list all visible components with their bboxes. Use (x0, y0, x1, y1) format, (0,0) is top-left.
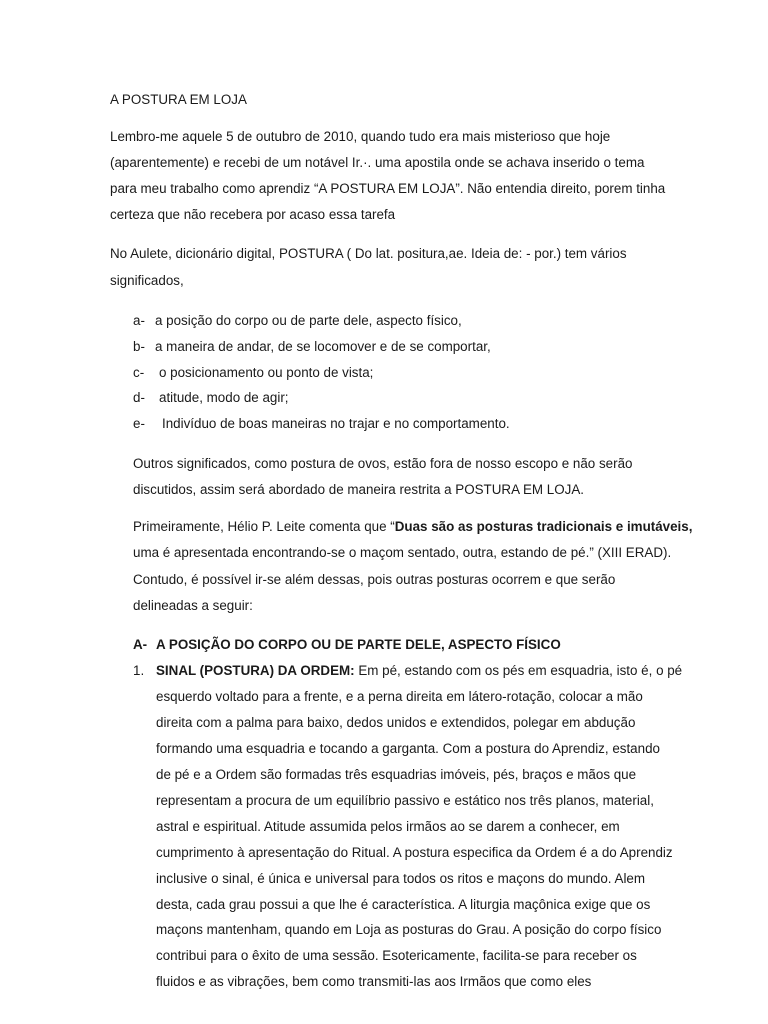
paragraph-3-line: Outros significados, como postura de ovos, estão fora de nosso escopo e não serão (133, 456, 633, 471)
document-title: A POSTURA EM LOJA (110, 92, 247, 107)
item-line: desta, cada grau possui a que lhe é característica. A liturgia maçônica exige que os (156, 897, 651, 912)
list-item-text: a posição do corpo ou de parte dele, aspecto físico, (155, 313, 462, 328)
item-first-line (156, 663, 682, 679)
list-item-marker: e- (133, 416, 145, 431)
item-line: maçons mantenham, quando em Loja as posturas do Grau. A posição do corpo físico (156, 922, 662, 937)
paragraph-2-line: significados, (110, 273, 184, 288)
list-item-text: a maneira de andar, de se locomover e de se comportar, (155, 339, 491, 354)
list-item-text: Indivíduo de boas maneiras no trajar e no comportamento. (162, 416, 510, 431)
item-line: esquerdo voltado para a frente, e a perna direita em látero-rotação, colocar a mão (156, 689, 643, 704)
item-bold-lead: SINAL (POSTURA) DA ORDEM: (156, 663, 355, 678)
section-marker: A- (133, 637, 148, 652)
paragraph-1-line: certeza que não recebera por acaso essa tarefa (110, 207, 396, 222)
list-item-text: o posicionamento ou ponto de vista; (159, 365, 374, 380)
section-heading-text: A POSIÇÃO DO CORPO OU DE PARTE DELE, ASPECTO FÍSICO (156, 637, 561, 652)
paragraph-1-line: (aparentemente) e recebi de um notável Ir.·. uma apostila onde se achava inserido o tema (110, 155, 645, 170)
item-line: astral e espiritual. Atitude assumida pelos irmãos ao se darem a conhecer, em (156, 819, 620, 834)
item-text: Em pé, estando com os pés em esquadria, isto é, o pé (354, 663, 683, 678)
list-item-marker: a- (133, 313, 145, 328)
paragraph-4-text: Primeiramente, Hélio P. Leite comenta que “ (133, 519, 395, 534)
item-line: representam a procura de um equilíbrio passivo e estático nos três planos, material, (156, 793, 654, 808)
item-line: cumprimento à apresentação do Ritual. A postura especifica da Ordem é a do Aprendiz (156, 845, 673, 860)
item-line: inclusive o sinal, é única e universal para todos os ritos e maçons do mundo. Alem (156, 871, 646, 886)
paragraph-1-line: para meu trabalho como aprendiz “A POSTURA EM LOJA”. Não entendia direito, porem tinha (110, 181, 666, 196)
paragraph-4-line: Contudo, é possível ir-se além dessas, pois outras posturas ocorrem e que serão (133, 572, 616, 587)
item-number: 1. (133, 663, 145, 678)
item-line: contribui para o êxito de uma sessão. Esotericamente, facilita-se para receber os (156, 948, 637, 963)
list-item-marker: c- (133, 365, 145, 380)
paragraph-4-line (133, 519, 692, 535)
item-line: de pé e a Ordem são formadas três esquadrias imóveis, pés, braços e mãos que (156, 767, 637, 782)
item-line: fluidos e as vibrações, bem como transmiti-las aos Irmãos que como eles (156, 974, 592, 989)
paragraph-1-line: Lembro-me aquele 5 de outubro de 2010, quando tudo era mais misterioso que hoje (110, 129, 611, 144)
paragraph-4-line: delineadas a seguir: (133, 598, 253, 613)
list-item-marker: d- (133, 390, 145, 405)
list-item-text: atitude, modo de agir; (159, 390, 289, 405)
quote-bold-text: Duas são as posturas tradicionais e imutáveis, (394, 519, 693, 534)
item-line: formando uma esquadria e tocando a garganta. Com a postura do Aprendiz, estando (156, 741, 660, 756)
item-line: direita com a palma para baixo, dedos unidos e extendidos, polegar em abdução (156, 715, 636, 730)
paragraph-3-line: discutidos, assim será abordado de maneira restrita a POSTURA EM LOJA. (133, 482, 585, 497)
paragraph-2-line: No Aulete, dicionário digital, POSTURA ( Do lat. positura,ae. Ideia de: - por.) tem vários (110, 246, 627, 261)
paragraph-4-line: uma é apresentada encontrando-se o maçom sentado, outra, estando de pé.” (XIII ERAD). (133, 545, 672, 560)
list-item-marker: b- (133, 339, 145, 354)
